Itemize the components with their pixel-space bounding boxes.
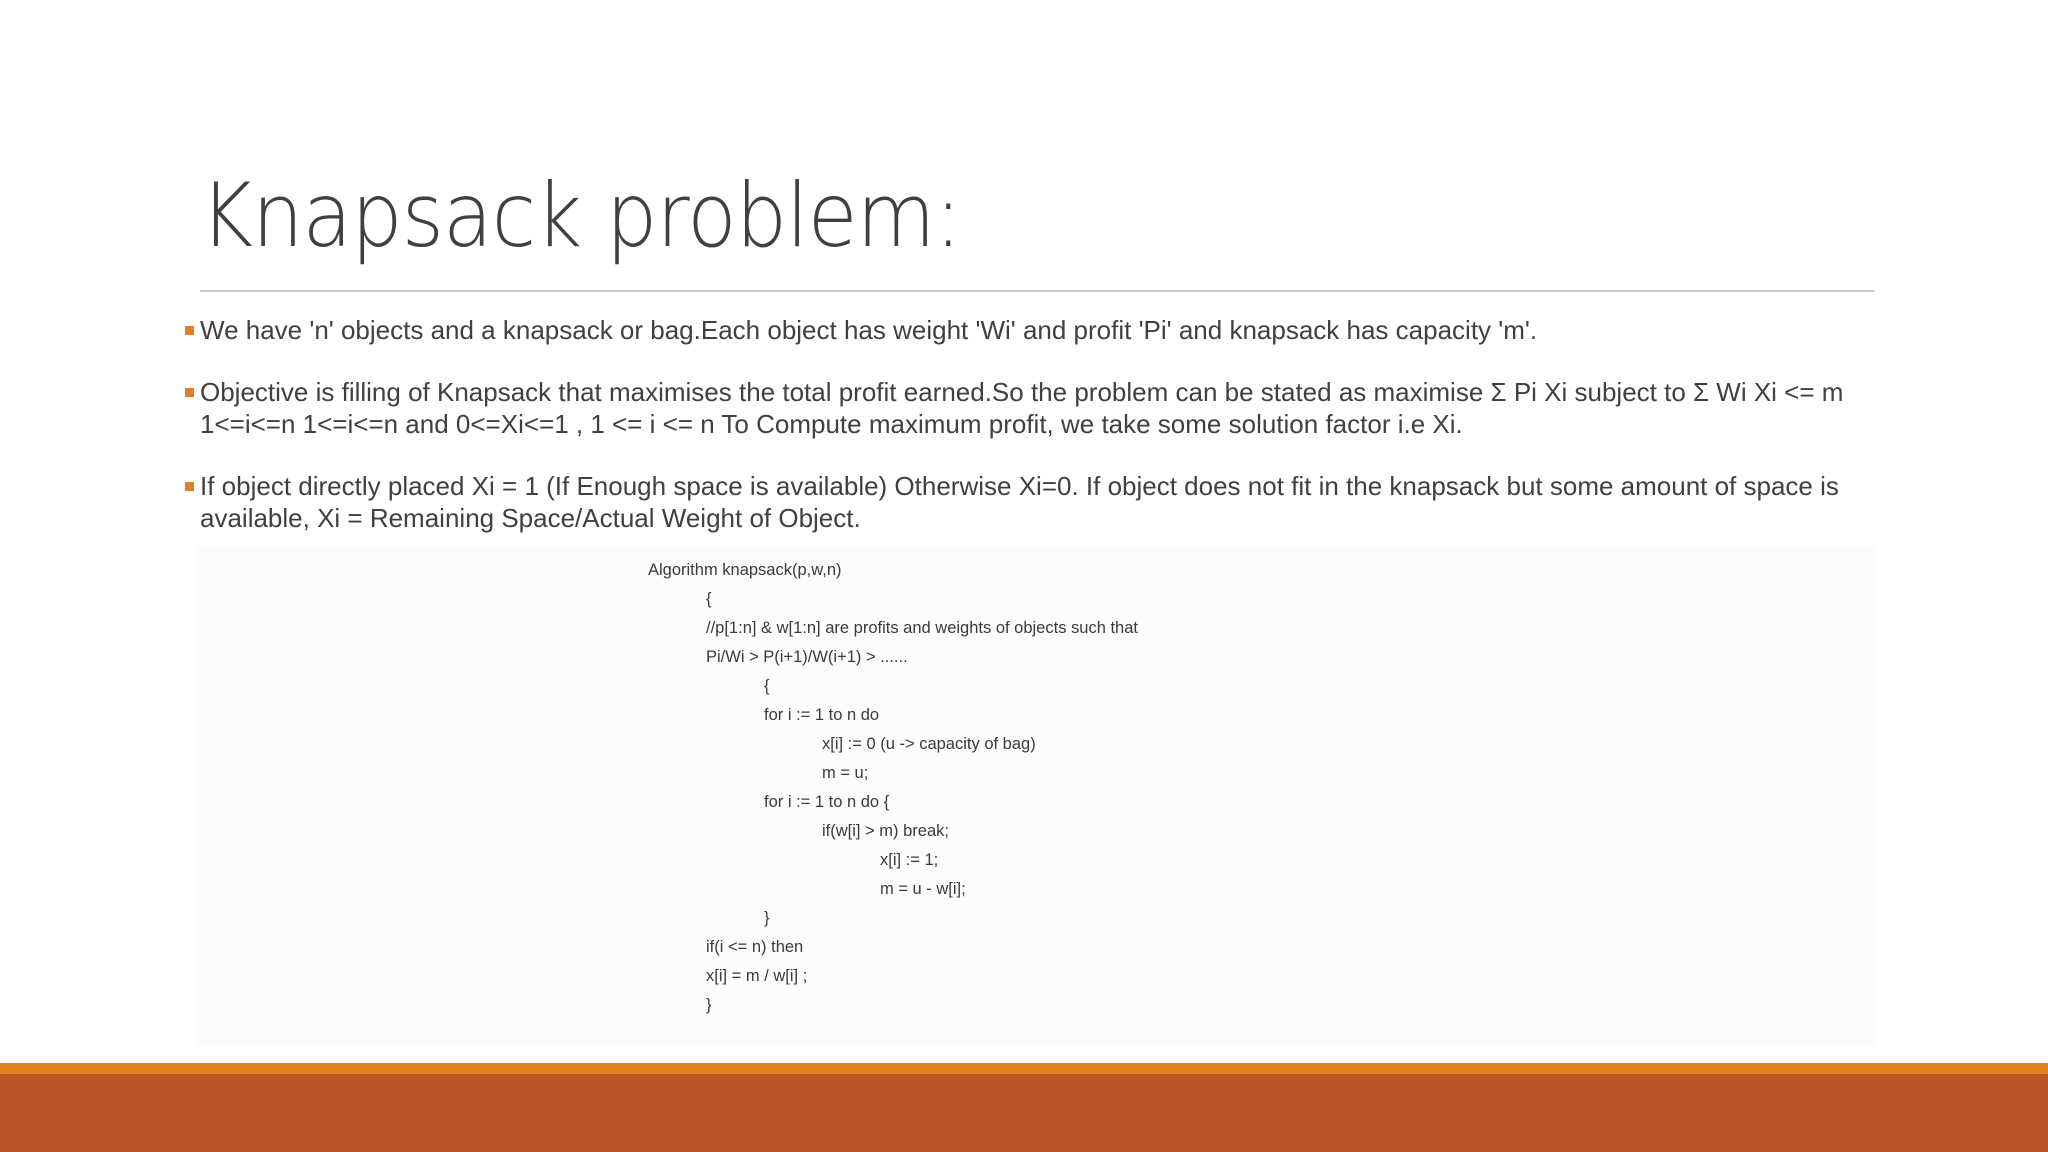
code-line: //p[1:n] & w[1:n] are profits and weights of objects such that [706, 619, 1138, 637]
bullet-text: We have 'n' objects and a knapsack or bag.Each object has weight 'Wi' and profit 'Pi' and knapsack has capacity 'm'. [200, 315, 1538, 345]
algorithm-image [196, 546, 1876, 1046]
code-line: Algorithm knapsack(p,w,n) [648, 561, 842, 579]
code-line: { [764, 677, 770, 695]
slide-title: Knapsack problem: [200, 164, 961, 267]
code-line: Pi/Wi > P(i+1)/W(i+1) > ...... [706, 648, 908, 666]
square-bullet-icon [185, 388, 194, 397]
code-line: for i := 1 to n do { [764, 793, 890, 811]
code-line: m = u; [822, 764, 869, 782]
bullet-text: Objective is filling of Knapsack that maximises the total profit earned.So the problem can be stated as maximise Σ Pi Xi subject to Σ Wi Xi <= m 1<=i<=n 1<=i<=n and 0<=Xi<=1 , 1 <= i <= n To Compute maximum profit, we take some solution factor i.e Xi. [200, 377, 1844, 439]
code-line: x[i] := 0 (u -> capacity of bag) [822, 735, 1036, 753]
code-line: } [706, 996, 712, 1014]
code-line: if(i <= n) then [706, 938, 804, 956]
bullet-list [200, 314, 1880, 564]
square-bullet-icon [185, 482, 194, 491]
footer-accent-stripe [0, 1063, 2048, 1074]
square-bullet-icon [185, 326, 194, 335]
footer-band [0, 1074, 2048, 1152]
code-line: } [764, 909, 770, 927]
code-line: { [706, 590, 712, 608]
code-line: if(w[i] > m) break; [822, 822, 949, 840]
code-line: x[i] = m / w[i] ; [706, 967, 808, 985]
bullet-item [200, 376, 1880, 440]
code-line: x[i] := 1; [880, 851, 939, 869]
code-line: m = u - w[i]; [880, 880, 966, 898]
code-line: for i := 1 to n do [764, 706, 880, 724]
bullet-item [200, 470, 1880, 534]
bullet-item [200, 314, 1880, 346]
bullet-text: If object directly placed Xi = 1 (If Enough space is available) Otherwise Xi=0. If object does not fit in the knapsack but some amount of space is available, Xi = Remaining Space/Actual Weight of Object. [200, 471, 1839, 533]
title-divider [200, 290, 1875, 292]
